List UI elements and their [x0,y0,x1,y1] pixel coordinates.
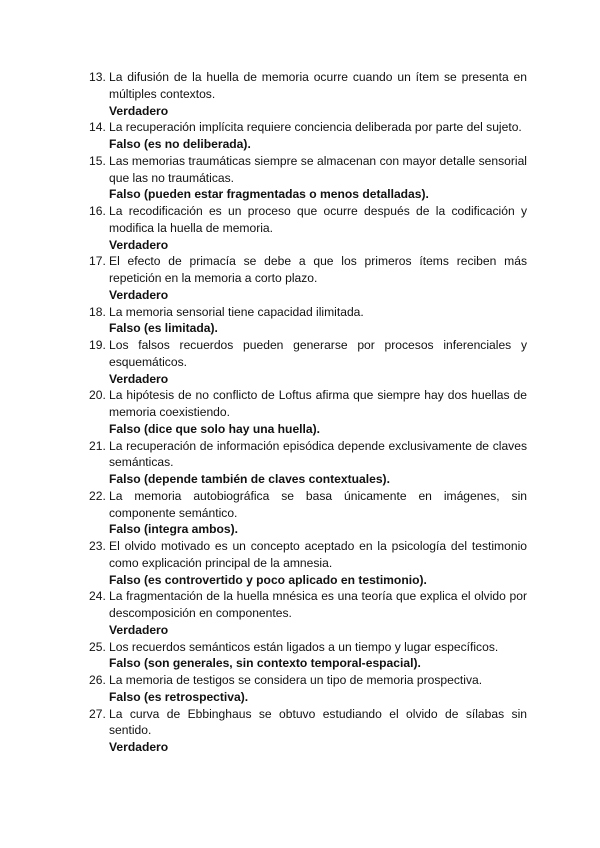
answer-text: Falso (es no deliberada). [109,137,251,151]
question-number: 17. [89,254,106,269]
answer-text: Falso (es limitada). [109,321,218,336]
question-text: La recuperación implícita requiere conciencia deliberada por parte del sujeto. [109,120,522,135]
answer-text: Falso (depende también de claves contextuales). [109,472,390,486]
question-item [89,304,527,338]
question-item [89,69,527,119]
question-number: 13. [89,70,106,84]
question-number: 19. [89,338,106,352]
answer-text: Verdadero [109,287,169,302]
answer-text: Falso (dice que solo hay una huella). [109,421,321,436]
question-list [89,69,527,756]
question-text: El olvido motivado es un concepto aceptado en la psicología del testimonio como explicación principal de la amnesia. [109,539,527,570]
question-number: 14. [89,120,106,135]
question-item [89,119,527,153]
answer-text: Verdadero [109,103,169,118]
question-number: 23. [89,539,106,553]
answer-text: Falso (pueden estar fragmentadas o menos detalladas). [109,187,429,202]
question-text: El efecto de primacía se debe a que los primeros ítems reciben más repetición en la memoria a corto plazo. [109,254,527,285]
question-text: La recuperación de información episódica depende exclusivamente de claves semánticas. [109,438,527,470]
answer-text: Falso (son generales, sin contexto temporal-espacial). [109,656,421,671]
question-item [89,488,527,538]
answer-text: Verdadero [109,740,169,754]
question-number: 20. [89,388,106,403]
question-number: 21. [89,438,106,453]
question-text: La fragmentación de la huella mnésica es una teoría que explica el olvido por descomposición en componentes. [109,589,527,620]
question-number: 22. [89,488,106,503]
question-item [89,337,527,387]
question-number: 27. [89,706,106,721]
question-number: 18. [89,304,106,319]
question-number: 25. [89,639,106,654]
question-text: La hipótesis de no conflicto de Loftus afirma que siempre hay dos huellas de memoria coexistiendo. [109,388,527,419]
question-text: La memoria sensorial tiene capacidad ilimitada. [109,304,364,319]
question-text: La memoria de testigos se considera un tipo de memoria prospectiva. [109,673,483,687]
question-item [89,438,527,488]
question-text: La curva de Ebbinghaus se obtuvo estudiando el olvido de sílabas sin sentido. [109,706,527,738]
answer-text: Falso (integra ambos). [109,522,239,537]
answer-text: Verdadero [109,371,169,386]
question-text: La recodificación es un proceso que ocurre después de la codificación y modifica la huella de memoria. [109,204,527,235]
answer-text: Falso (es retrospectiva). [109,689,249,704]
question-number: 24. [89,589,106,604]
question-item [89,706,527,756]
question-item [89,253,527,303]
question-text: Las memorias traumáticas siempre se almacenan con mayor detalle sensorial que las no traumáticas. [109,153,527,185]
question-number: 16. [89,204,106,218]
answer-text: Falso (es controvertido y poco aplicado en testimonio). [109,572,427,587]
question-item [89,153,527,203]
question-number: 26. [89,673,106,687]
question-item [89,387,527,437]
question-number: 15. [89,153,106,168]
question-text: La difusión de la huella de memoria ocurre cuando un ítem se presenta en múltiples contextos. [109,70,527,101]
question-item [89,672,527,706]
question-text: La memoria autobiográfica se basa únicamente en imágenes, sin componente semántico. [109,488,527,520]
answer-text: Verdadero [109,622,169,637]
question-item [89,203,527,253]
question-text: Los recuerdos semánticos están ligados a un tiempo y lugar específicos. [109,639,499,654]
answer-text: Verdadero [109,237,169,252]
question-item [89,588,527,638]
question-item [89,639,527,673]
question-text: Los falsos recuerdos pueden generarse por procesos inferenciales y esquemáticos. [109,338,527,369]
question-item [89,538,527,588]
